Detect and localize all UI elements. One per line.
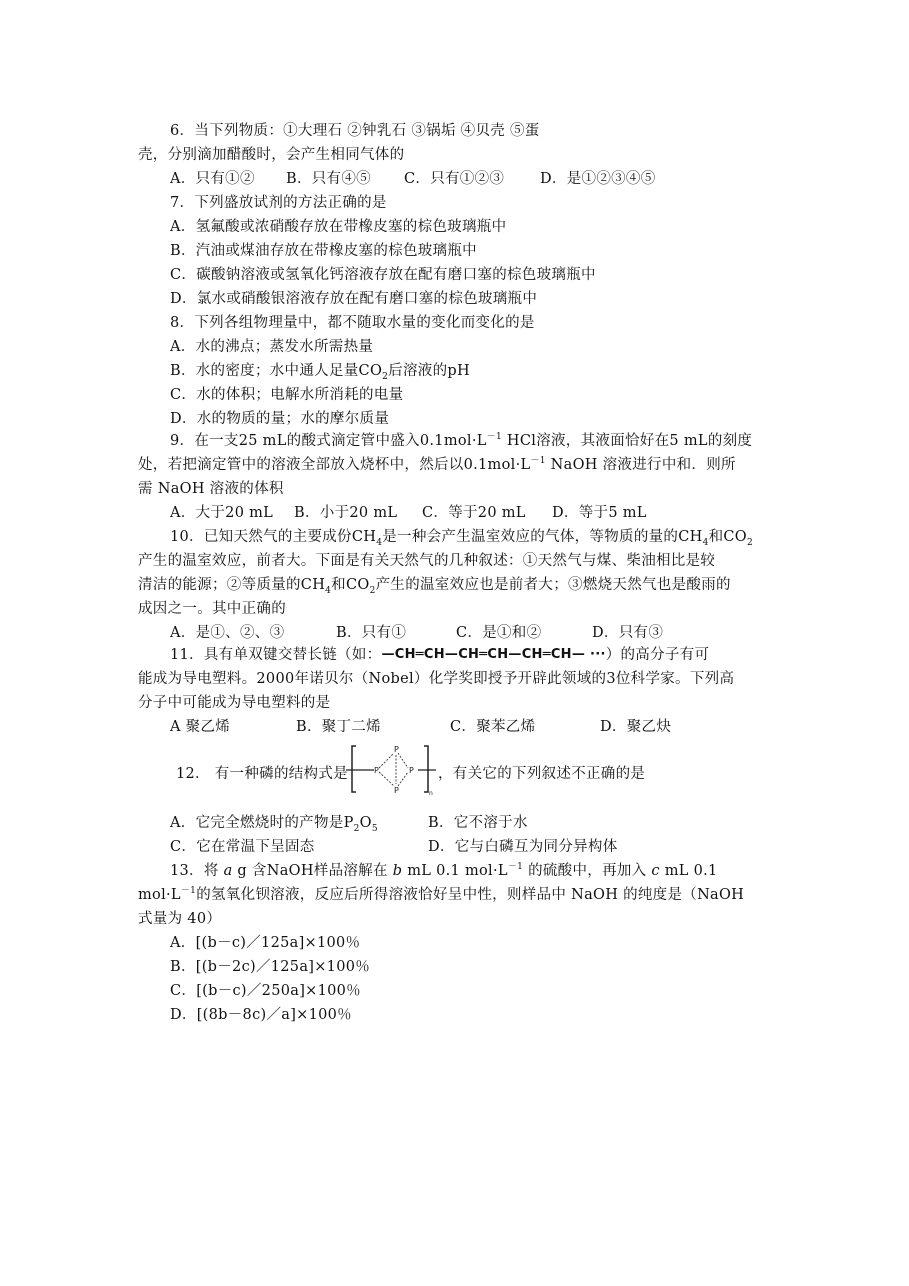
q6-option-d: D．是①②③④⑤	[540, 171, 656, 187]
q8-stem: 8．下列各组物理量中，都不随取水量的变化而变化的是	[170, 315, 535, 331]
q11-option-c: C．聚苯乙烯	[450, 719, 536, 735]
q13-option-a: A．[(b－c)／125a]×100％	[170, 935, 361, 951]
repeat-n-subscript: n	[429, 790, 433, 796]
q7-option-b: B．汽油或煤油存放在带橡皮塞的棕色玻璃瓶中	[170, 243, 477, 259]
q6-stem-line2: 壳，分别滴加醋酸时，会产生相同气体的	[138, 147, 405, 163]
q9-option-a: A．大于20 mL	[170, 505, 274, 521]
p-atom-left: P	[374, 766, 379, 775]
q12-option-d: D．它与白磷互为同分异构体	[428, 839, 618, 855]
q6-option-a: A．只有①②	[170, 171, 255, 187]
q12-options-row1	[170, 813, 528, 833]
q13-option-c: C．[(b－c)／250a]×100％	[170, 983, 361, 999]
conjugated-chain-formula: —CH═CH—CH═CH—CH═CH— ···	[381, 647, 606, 662]
q10-option-a: A．是①、②、③	[170, 625, 285, 641]
q9-option-c: C．等于20 mL	[422, 505, 526, 521]
q6-options	[170, 169, 656, 189]
q6-option-c: C．只有①②③	[404, 171, 505, 187]
q11-option-a: A 聚乙烯	[170, 719, 231, 735]
q10-options	[170, 623, 663, 643]
q12-option-b: B．它不溶于水	[428, 815, 528, 831]
q12-option-a: A．它完全燃烧时的产物是$P_2O_5$	[170, 815, 378, 834]
q11-stem-line1: 11．具有单双键交替长链（如：—CH═CH—CH═CH—CH═CH— ···）的高分子有可	[170, 647, 710, 663]
q12-option-c: C．它在常温下呈固态	[170, 839, 315, 855]
p-atom-bottom: P	[394, 786, 399, 795]
q11-options	[170, 717, 671, 737]
q7-option-a: A．氢氟酸或浓硝酸存放在带橡皮塞的棕色玻璃瓶中	[170, 219, 507, 235]
q10-option-c: C．是①和②	[456, 625, 542, 641]
q11-option-d: D．聚乙炔	[600, 719, 672, 735]
q8-option-b: B．水的密度；水中通人足量$CO_2$后溶液的pH	[170, 363, 470, 382]
q9-stem-line1: 9．在一支25 mL的酸式滴定管中盛入$0.1mol\cdot L^{-1}$ HCl溶液，其液面恰好在5 mL的刻度	[170, 432, 753, 449]
q8-option-c: C．水的体积；电解水所消耗的电量	[170, 387, 404, 403]
q13-stem-line2: $mol\cdot L^{-1}$的氢氧化钡溶液，反应后所得溶液恰好呈中性，则样品中 NaOH 的纯度是（NaOH	[138, 886, 745, 903]
q12-stem-b: ，有关它的下列叙述不正确的是	[438, 766, 646, 782]
q11-option-b: B．聚丁二烯	[296, 719, 381, 735]
q10-stem-line4: 成因之一。其中正确的	[138, 601, 286, 617]
q9-option-d: D．等于5 mL	[552, 505, 647, 521]
q6-option-b: B．只有④⑤	[286, 171, 371, 187]
q10-option-b: B．只有①	[336, 625, 407, 641]
q9-options	[170, 503, 647, 523]
phosphorus-structure-svg	[346, 742, 436, 796]
q6-stem-line1: 6．当下列物质：①大理石 ②钟乳石 ③锅垢 ④贝壳 ⑤蛋	[170, 123, 540, 139]
q13-stem-line1: 13．将 a g 含NaOH样品溶解在 b mL 0.1 $mol\cdot L^{-1}$ 的硫酸中，再加入 c mL 0.1	[170, 862, 718, 879]
q7-stem: 7．下列盛放试剂的方法正确的是	[170, 195, 387, 211]
q10-option-d: D．只有③	[592, 625, 664, 641]
q7-option-d: D．氯水或硝酸银溶液存放在配有磨口塞的棕色玻璃瓶中	[170, 291, 538, 307]
phosphorus-polymer-structure-formula	[346, 742, 436, 796]
q12-options-row2	[170, 837, 618, 857]
q7-option-c: C．碳酸钠溶液或氢氧化钙溶液存放在配有磨口塞的棕色玻璃瓶中	[170, 267, 596, 283]
q10-stem-line2: 产生的温室效应，前者大。下面是有关天然气的几种叙述：①天然气与煤、柴油相比是较	[138, 553, 716, 569]
q10-stem-line3: 清洁的能源；②等质量的$CH_4$和$CO_2$产生的温室效应也是前者大；③燃烧天然气也是酸雨的	[138, 577, 731, 596]
q11-stem-line3: 分子中可能成为导电塑料的是	[138, 695, 331, 711]
q13-stem-line3: 式量为 40）	[138, 911, 222, 927]
q13-option-b: B．[(b－2c)／125a]×100％	[170, 959, 371, 975]
q12-stem-a: 12． 有一种磷的结构式是	[176, 766, 348, 782]
q8-option-d: D．水的物质的量；水的摩尔质量	[170, 411, 390, 427]
q11-stem-line2: 能成为导电塑料。2000年诺贝尔（Nobel）化学奖即授予开辟此领域的3位科学家。下列高	[138, 671, 735, 687]
q9-stem-line2: 处，若把滴定管中的溶液全部放入烧杯中，然后以$0.1mol\cdot L^{-1}$ NaOH 溶液进行中和．则所	[138, 456, 736, 473]
p-atom-top: P	[394, 745, 399, 754]
q8-option-a: A．水的沸点；蒸发水所需热量	[170, 339, 374, 355]
q9-stem-line3: 需 NaOH 溶液的体积	[138, 481, 284, 497]
p-atom-right: P	[409, 766, 414, 775]
q10-stem-line1: 10．已知天然气的主要成份$CH_4$是一种会产生温室效应的气体，等物质的量的$CH_4$和$CO_2$	[170, 529, 754, 548]
q9-option-b: B．小于20 mL	[294, 505, 398, 521]
q13-option-d: D．[(8b－8c)／a]×100％	[170, 1007, 352, 1023]
